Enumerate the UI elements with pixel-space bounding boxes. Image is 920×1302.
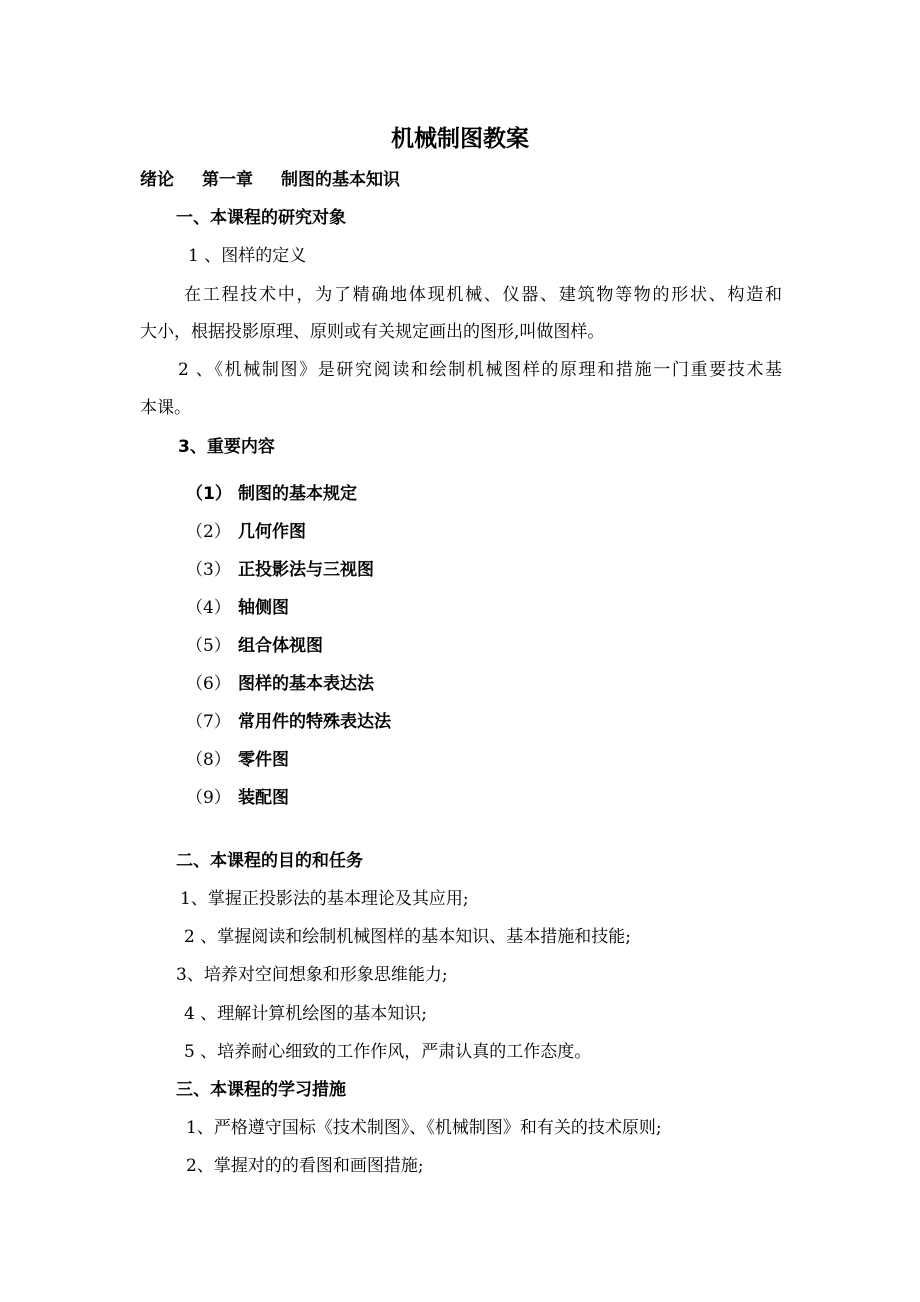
content-item-text: 装配图: [238, 788, 289, 808]
section2-item: 4 、理解计算机绘图的基本知识;: [184, 1004, 427, 1024]
content-item: [186, 483, 357, 505]
content-item: [186, 749, 289, 771]
section1-item3-heading: 3、重要内容: [178, 437, 275, 457]
section2-item: 5 、培养耐心细致的工作作风，严肃认真的工作态度。: [184, 1042, 592, 1062]
content-item-number: （7）: [186, 712, 231, 732]
section1-heading: 一、本课程的研究对象: [176, 208, 346, 228]
content-item-text: 几何作图: [238, 522, 306, 542]
chapter-part-intro: 绪论: [140, 170, 174, 190]
section3-item: 2、掌握对的的看图和画图措施;: [186, 1156, 424, 1176]
section2-item: 1、掌握正投影法的基本理论及其应用;: [180, 889, 469, 909]
section1-item2-line1: 2 、《机械制图》是研究阅读和绘制机械图样的原理和措施一门重要技术基: [178, 360, 782, 380]
section1-item1-para-line2: 大小，根据投影原理、原则或有关规定画出的图形,叫做图样。: [140, 322, 605, 342]
content-item-number: （9）: [186, 788, 231, 808]
content-item: [186, 711, 391, 733]
content-item-text: 制图的基本规定: [238, 484, 357, 504]
content-item: [186, 787, 289, 809]
section1-item1-para-line1: 在工程技术中，为了精确地体现机械、仪器、建筑物等物的形状、构造和: [184, 285, 782, 305]
content-item-number: （2）: [186, 522, 231, 542]
content-item-text: 零件图: [238, 750, 289, 770]
content-item-text: 图样的基本表达法: [238, 674, 374, 694]
content-item-number: （4）: [186, 598, 231, 618]
content-item: [186, 559, 374, 581]
content-item-text: 组合体视图: [238, 636, 323, 656]
section2-heading: 二、本课程的目的和任务: [176, 851, 363, 871]
content-item-number: （3）: [186, 560, 231, 580]
section3-heading: 三、本课程的学习措施: [176, 1080, 346, 1100]
section2-item: 3、培养对空间想象和形象思维能力;: [176, 965, 448, 985]
section3-item: 1、严格遵守国标《技术制图》、《机械制图》和有关的技术原则;: [186, 1118, 662, 1138]
chapter-part-title: 制图的基本知识: [281, 170, 400, 190]
content-item-text: 常用件的特殊表达法: [238, 712, 391, 732]
content-item-text: 轴侧图: [238, 598, 289, 618]
content-item-text: 正投影法与三视图: [238, 560, 374, 580]
chapter-heading: [140, 169, 400, 191]
content-item: [186, 635, 323, 657]
content-item-number: （8）: [186, 750, 231, 770]
content-item-number: （5）: [186, 636, 231, 656]
page-title: 机械制图教案: [391, 126, 529, 152]
content-item: [186, 673, 374, 695]
content-item: [186, 521, 306, 543]
content-item: [186, 597, 289, 619]
section2-item: 2 、掌握阅读和绘制机械图样的基本知识、基本措施和技能;: [184, 927, 631, 947]
content-item-number: （6）: [186, 674, 231, 694]
chapter-part-number: 第一章: [202, 170, 253, 190]
content-item-number: （1）: [186, 484, 232, 504]
section1-item1-title: 1 、图样的定义: [188, 246, 307, 266]
section1-item2-line2: 本课。: [140, 398, 191, 418]
